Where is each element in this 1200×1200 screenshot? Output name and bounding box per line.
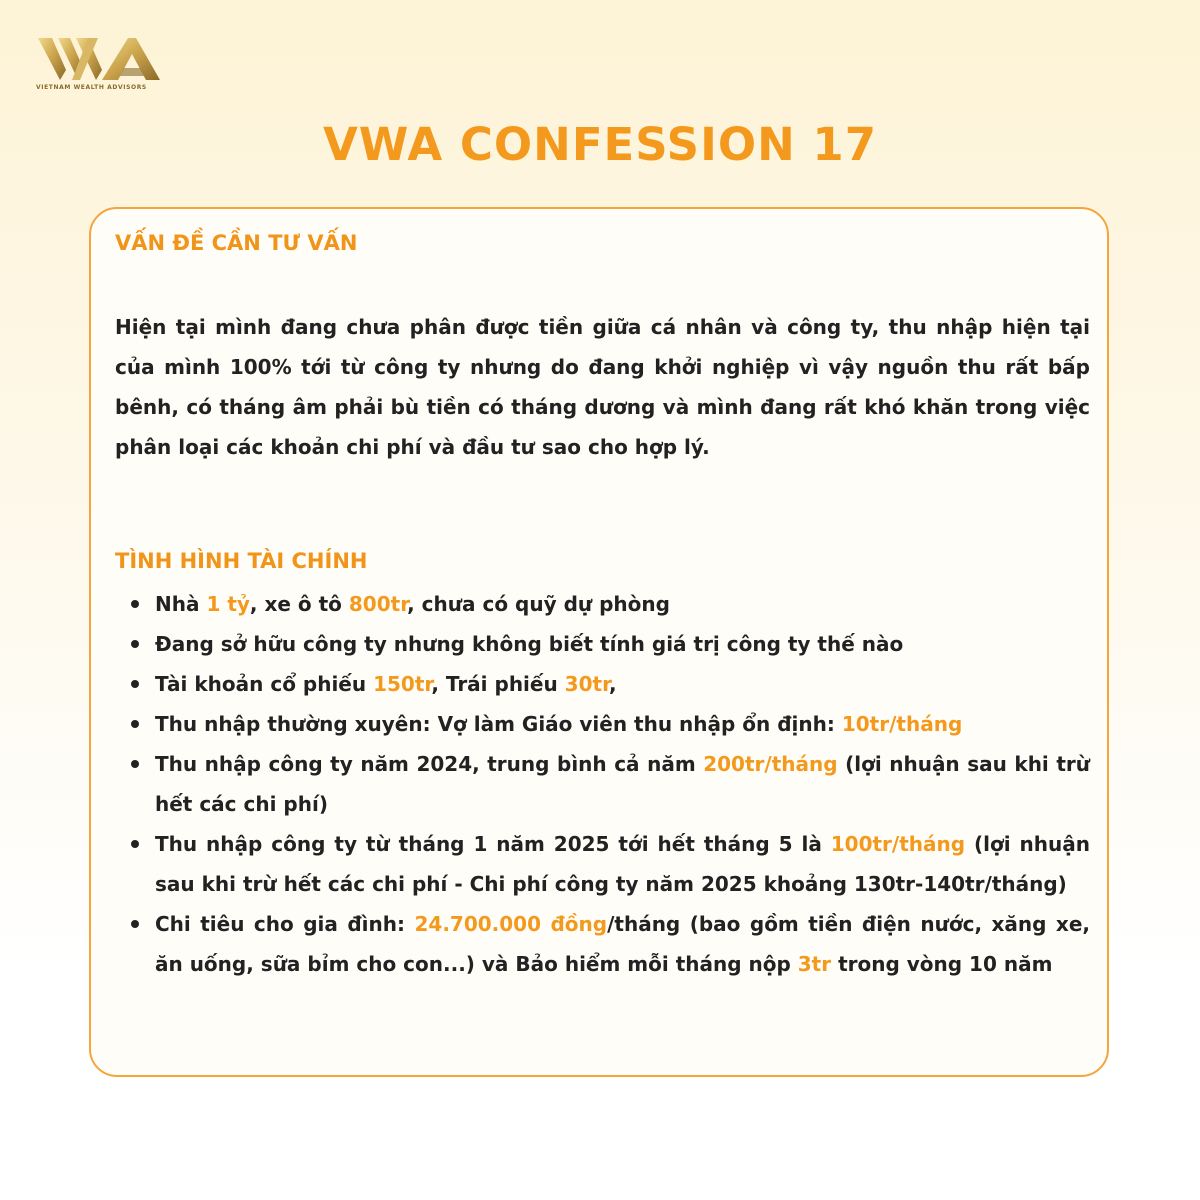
bullet-icon (131, 640, 139, 648)
bullet-icon (131, 680, 139, 688)
item-text: Thu nhập thường xuyên: Vợ làm Giáo viên thu nhập ổn định: (155, 712, 842, 736)
item-text: , Trái phiếu (431, 672, 565, 696)
list-item (115, 824, 1090, 904)
item-text: (lợi nhuận sau khi trừ hết các chi phí) (155, 752, 1090, 816)
list-item (115, 704, 1090, 744)
problem-text: Hiện tại mình đang chưa phân được tiền giữa cá nhân và công ty, thu nhập hiện tại của mình 100% tới từ công ty nhưng do đang khởi nghiệp vì vậy nguồn thu rất bấp bênh, có tháng âm phải bù tiền có tháng dương và mình đang rất khó khăn trong việc phân loại các khoản chi phí và đầu tư sao cho hợp lý. (115, 315, 1090, 459)
item-text: Tài khoản cổ phiếu (155, 672, 374, 696)
item-text: , (609, 672, 617, 696)
bullet-icon (131, 840, 139, 848)
item-text: , xe ô tô (249, 592, 349, 616)
highlight-value: 1 tỷ (206, 592, 250, 616)
highlight-value: 3tr (797, 952, 832, 976)
finance-list (115, 584, 1090, 984)
highlight-value: 150tr (373, 672, 432, 696)
bullet-icon (131, 760, 139, 768)
bullet-icon (131, 720, 139, 728)
bullet-icon (131, 600, 139, 608)
highlight-value: 30tr (564, 672, 609, 696)
problem-heading: VẤN ĐỀ CẦN TƯ VẤN (115, 231, 358, 255)
item-text: trong vòng 10 năm (831, 952, 1053, 976)
highlight-value: 10tr/tháng (841, 712, 963, 736)
highlight-value: 100tr/tháng (830, 832, 966, 856)
item-text: /tháng (bao gồm tiền điện nước, xăng xe, ăn uống, sữa bỉm cho con...) và Bảo hiểm mỗi tháng nộp (155, 912, 1090, 976)
highlight-value: 24.700.000 đồng (414, 912, 608, 936)
bullet-icon (131, 920, 139, 928)
list-item (115, 744, 1090, 824)
list-item (115, 624, 1090, 664)
item-text: Đang sở hữu công ty nhưng không biết tính giá trị công ty thế nào (155, 632, 904, 656)
highlight-value: 200tr/tháng (703, 752, 838, 776)
confession-card (89, 207, 1109, 1077)
logo-tagline: VIETNAM WEALTH ADVISORS (36, 84, 147, 91)
vwa-logo-icon (36, 34, 162, 84)
vwa-logo (36, 34, 162, 94)
item-text: Thu nhập công ty năm 2024, trung bình cả năm (155, 752, 704, 776)
item-text: (lợi nhuận sau khi trừ hết các chi phí - Chi phí công ty năm 2025 khoảng 130tr-140tr/tháng) (155, 832, 1090, 896)
list-item (115, 664, 1090, 704)
highlight-value: 800tr (348, 592, 408, 616)
item-text: Thu nhập công ty từ tháng 1 năm 2025 tới hết tháng 5 là (155, 832, 831, 856)
item-text: , chưa có quỹ dự phòng (407, 592, 670, 616)
item-text: Nhà (155, 592, 207, 616)
finance-heading: TÌNH HÌNH TÀI CHÍNH (115, 549, 368, 573)
item-text: Chi tiêu cho gia đình: (155, 912, 415, 936)
list-item (115, 904, 1090, 984)
page-title: VWA CONFESSION 17 (322, 118, 878, 171)
list-item (115, 584, 1090, 624)
